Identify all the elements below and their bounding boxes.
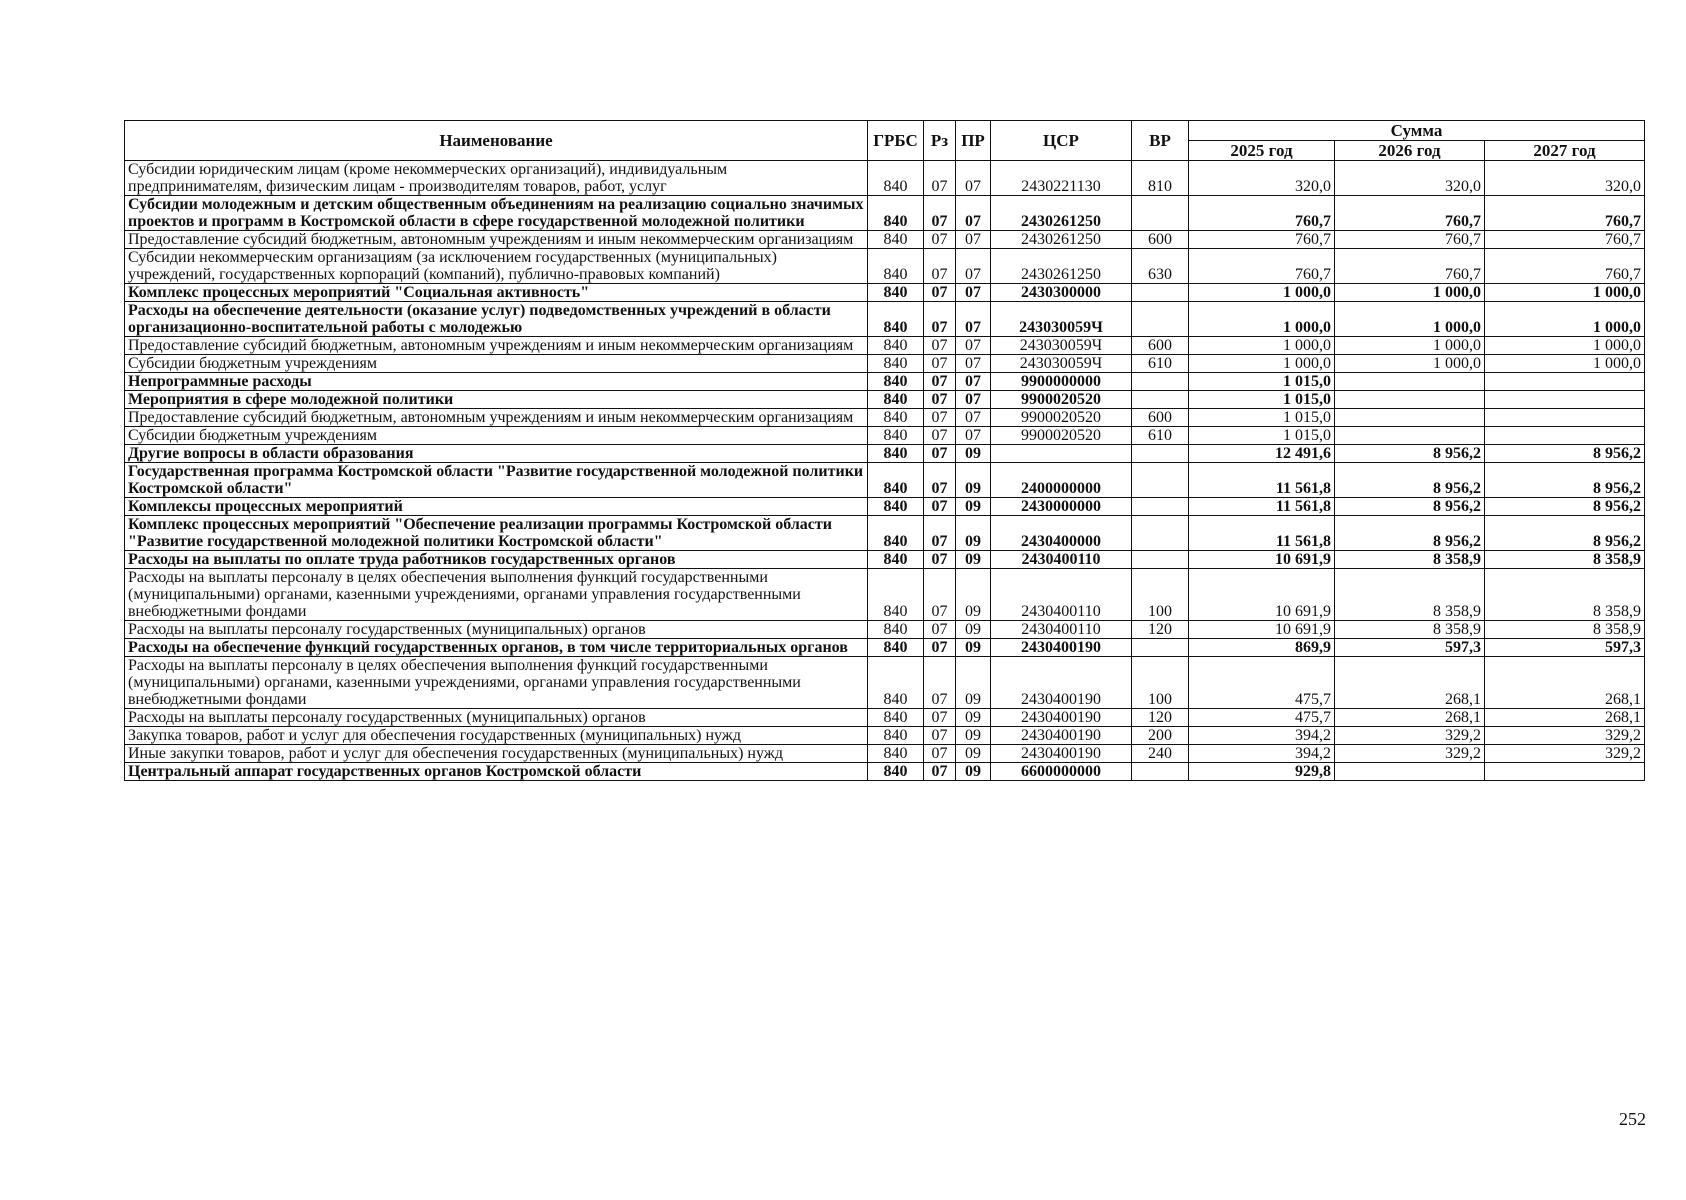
cell-csr [991,445,1132,463]
cell-sum-2027: 1 000,0 [1485,337,1645,355]
cell-sum-2025: 394,2 [1189,745,1335,763]
cell-sum-2026: 8 956,2 [1335,463,1485,498]
cell-rz: 07 [924,463,956,498]
cell-sum-2027: 1 000,0 [1485,302,1645,337]
cell-csr: 2400000000 [991,463,1132,498]
cell-sum-2025: 10 691,9 [1189,621,1335,639]
cell-csr: 243030059Ч [991,337,1132,355]
cell-sum-2027: 320,0 [1485,161,1645,196]
cell-name: Расходы на обеспечение функций государственных органов, в том числе территориальных органов [125,639,868,657]
cell-csr: 9900020520 [991,391,1132,409]
cell-sum-2025: 11 561,8 [1189,498,1335,516]
cell-grbs: 840 [868,409,924,427]
table-row [125,498,1645,516]
cell-csr: 2430000000 [991,498,1132,516]
cell-sum-2025: 1 000,0 [1189,284,1335,302]
page-number: 252 [1619,1109,1646,1129]
cell-pr: 07 [956,427,991,445]
table-row [125,337,1645,355]
cell-sum-2026: 760,7 [1335,249,1485,284]
cell-sum-2026: 8 956,2 [1335,516,1485,551]
cell-csr: 2430261250 [991,196,1132,231]
header-2026: 2026 год [1335,141,1485,161]
cell-csr: 2430261250 [991,249,1132,284]
cell-grbs: 840 [868,161,924,196]
cell-grbs: 840 [868,763,924,781]
table-row [125,763,1645,781]
cell-vr [1132,373,1189,391]
cell-rz: 07 [924,284,956,302]
cell-sum-2027: 329,2 [1485,745,1645,763]
cell-sum-2026 [1335,373,1485,391]
cell-rz: 07 [924,427,956,445]
cell-pr: 09 [956,621,991,639]
cell-pr: 09 [956,516,991,551]
cell-rz: 07 [924,409,956,427]
cell-csr: 2430400190 [991,709,1132,727]
cell-csr: 243030059Ч [991,302,1132,337]
cell-csr: 2430400190 [991,727,1132,745]
cell-sum-2025: 760,7 [1189,249,1335,284]
cell-sum-2025: 1 000,0 [1189,337,1335,355]
table-row [125,409,1645,427]
cell-pr: 07 [956,284,991,302]
cell-csr: 9900020520 [991,427,1132,445]
cell-name: Иные закупки товаров, работ и услуг для обеспечения государственных (муниципальных) нужд [125,745,868,763]
cell-pr: 07 [956,409,991,427]
cell-vr: 200 [1132,727,1189,745]
cell-pr: 07 [956,373,991,391]
cell-sum-2027: 8 358,9 [1485,551,1645,569]
cell-sum-2025: 475,7 [1189,657,1335,709]
table-body [125,161,1645,781]
cell-sum-2025: 1 015,0 [1189,427,1335,445]
cell-sum-2027: 760,7 [1485,249,1645,284]
cell-grbs: 840 [868,302,924,337]
cell-sum-2027 [1485,427,1645,445]
cell-sum-2026: 1 000,0 [1335,337,1485,355]
cell-csr: 243030059Ч [991,355,1132,373]
cell-pr: 07 [956,161,991,196]
cell-pr: 07 [956,302,991,337]
cell-sum-2026: 268,1 [1335,709,1485,727]
cell-vr: 100 [1132,569,1189,621]
cell-rz: 07 [924,161,956,196]
cell-csr: 9900000000 [991,373,1132,391]
cell-csr: 2430221130 [991,161,1132,196]
cell-rz: 07 [924,709,956,727]
cell-sum-2025: 1 000,0 [1189,355,1335,373]
cell-pr: 07 [956,249,991,284]
cell-pr: 09 [956,745,991,763]
budget-table [124,120,1645,781]
cell-sum-2026 [1335,427,1485,445]
cell-grbs: 840 [868,463,924,498]
cell-csr: 2430400190 [991,745,1132,763]
cell-sum-2026: 320,0 [1335,161,1485,196]
table-row [125,551,1645,569]
cell-rz: 07 [924,551,956,569]
cell-sum-2026: 760,7 [1335,196,1485,231]
table-row [125,249,1645,284]
cell-sum-2027: 760,7 [1485,231,1645,249]
cell-sum-2027: 8 956,2 [1485,498,1645,516]
cell-csr: 2430261250 [991,231,1132,249]
cell-vr: 630 [1132,249,1189,284]
cell-pr: 09 [956,569,991,621]
cell-vr: 610 [1132,355,1189,373]
cell-rz: 07 [924,231,956,249]
cell-name: Субсидии молодежным и детским общественным объединениям на реализацию социально значимых проектов и программ в Костромской области в сфере государственной молодежной политики [125,196,868,231]
cell-rz: 07 [924,569,956,621]
header-name: Наименование [125,121,868,161]
cell-sum-2026 [1335,391,1485,409]
cell-vr: 610 [1132,427,1189,445]
table-row [125,727,1645,745]
cell-csr: 2430300000 [991,284,1132,302]
table-row [125,621,1645,639]
table-row [125,516,1645,551]
table-row [125,302,1645,337]
cell-vr [1132,391,1189,409]
cell-vr [1132,516,1189,551]
cell-grbs: 840 [868,551,924,569]
header-pr: ПР [956,121,991,161]
cell-name: Субсидии некоммерческим организациям (за исключением государственных (муниципальных) учреждений, государственных корпораций (компаний), публично-правовых компаний) [125,249,868,284]
cell-name: Расходы на выплаты персоналу государственных (муниципальных) органов [125,709,868,727]
cell-pr: 09 [956,763,991,781]
cell-pr: 09 [956,727,991,745]
cell-sum-2025: 760,7 [1189,231,1335,249]
cell-name: Предоставление субсидий бюджетным, автономным учреждениям и иным некоммерческим организациям [125,409,868,427]
cell-grbs: 840 [868,727,924,745]
cell-csr: 2430400110 [991,551,1132,569]
cell-sum-2026: 1 000,0 [1335,284,1485,302]
cell-sum-2026: 597,3 [1335,639,1485,657]
cell-name: Закупка товаров, работ и услуг для обеспечения государственных (муниципальных) нужд [125,727,868,745]
table-row [125,445,1645,463]
cell-pr: 09 [956,498,991,516]
cell-sum-2025: 11 561,8 [1189,463,1335,498]
cell-sum-2027: 760,7 [1485,196,1645,231]
table-row [125,639,1645,657]
cell-sum-2026: 8 956,2 [1335,498,1485,516]
cell-name: Субсидии юридическим лицам (кроме некоммерческих организаций), индивидуальным предпринимателям, физическим лицам - производителям товаров, работ, услуг [125,161,868,196]
cell-sum-2025: 1 015,0 [1189,409,1335,427]
table-row [125,709,1645,727]
cell-csr: 2430400190 [991,657,1132,709]
cell-vr: 240 [1132,745,1189,763]
cell-grbs: 840 [868,284,924,302]
cell-pr: 09 [956,639,991,657]
cell-vr: 100 [1132,657,1189,709]
cell-csr: 9900020520 [991,409,1132,427]
cell-vr: 600 [1132,231,1189,249]
cell-vr [1132,463,1189,498]
cell-rz: 07 [924,763,956,781]
header-rz: Рз [924,121,956,161]
cell-rz: 07 [924,639,956,657]
cell-sum-2027: 268,1 [1485,709,1645,727]
cell-sum-2027 [1485,373,1645,391]
table-row [125,657,1645,709]
cell-rz: 07 [924,249,956,284]
cell-sum-2025: 10 691,9 [1189,569,1335,621]
cell-vr: 600 [1132,337,1189,355]
cell-grbs: 840 [868,391,924,409]
cell-rz: 07 [924,498,956,516]
cell-grbs: 840 [868,621,924,639]
cell-grbs: 840 [868,427,924,445]
cell-grbs: 840 [868,337,924,355]
cell-pr: 07 [956,355,991,373]
cell-sum-2026: 329,2 [1335,745,1485,763]
cell-sum-2026 [1335,409,1485,427]
cell-sum-2025: 11 561,8 [1189,516,1335,551]
table-row [125,373,1645,391]
cell-sum-2027: 8 358,9 [1485,569,1645,621]
cell-name: Центральный аппарат государственных органов Костромской области [125,763,868,781]
table-header [125,121,1645,161]
table-row [125,196,1645,231]
cell-pr: 07 [956,196,991,231]
header-2025: 2025 год [1189,141,1335,161]
header-csr: ЦСР [991,121,1132,161]
cell-sum-2027: 8 956,2 [1485,445,1645,463]
cell-vr [1132,196,1189,231]
cell-sum-2027: 597,3 [1485,639,1645,657]
cell-grbs: 840 [868,249,924,284]
cell-grbs: 840 [868,445,924,463]
table-row [125,161,1645,196]
cell-vr: 810 [1132,161,1189,196]
cell-rz: 07 [924,516,956,551]
cell-csr: 2430400000 [991,516,1132,551]
cell-sum-2027: 329,2 [1485,727,1645,745]
header-vr: ВР [1132,121,1189,161]
header-sum: Сумма [1189,121,1645,141]
cell-rz: 07 [924,355,956,373]
cell-name: Комплекс процессных мероприятий "Социальная активность" [125,284,868,302]
cell-grbs: 840 [868,498,924,516]
cell-sum-2026: 8 956,2 [1335,445,1485,463]
cell-sum-2025: 12 491,6 [1189,445,1335,463]
cell-rz: 07 [924,302,956,337]
cell-name: Комплексы процессных мероприятий [125,498,868,516]
cell-sum-2026 [1335,763,1485,781]
cell-grbs: 840 [868,709,924,727]
cell-sum-2025: 760,7 [1189,196,1335,231]
cell-sum-2025: 394,2 [1189,727,1335,745]
cell-sum-2027 [1485,763,1645,781]
cell-name: Комплекс процессных мероприятий "Обеспечение реализации программы Костромской области "Развитие государственной молодежной политики Костромской области" [125,516,868,551]
cell-sum-2027 [1485,409,1645,427]
cell-grbs: 840 [868,657,924,709]
cell-pr: 09 [956,551,991,569]
table-row [125,355,1645,373]
cell-sum-2027: 268,1 [1485,657,1645,709]
cell-grbs: 840 [868,569,924,621]
table-row [125,284,1645,302]
cell-vr: 600 [1132,409,1189,427]
cell-name: Мероприятия в сфере молодежной политики [125,391,868,409]
cell-vr: 120 [1132,709,1189,727]
cell-sum-2025: 869,9 [1189,639,1335,657]
cell-vr [1132,284,1189,302]
cell-pr: 09 [956,657,991,709]
cell-name: Расходы на обеспечение деятельности (оказание услуг) подведомственных учреждений в области организационно-воспитательной работы с молодежью [125,302,868,337]
cell-name: Расходы на выплаты по оплате труда работников государственных органов [125,551,868,569]
table-row [125,745,1645,763]
cell-sum-2026: 8 358,9 [1335,569,1485,621]
cell-sum-2027: 8 358,9 [1485,621,1645,639]
cell-sum-2027: 1 000,0 [1485,355,1645,373]
cell-sum-2026: 329,2 [1335,727,1485,745]
cell-grbs: 840 [868,639,924,657]
cell-vr [1132,302,1189,337]
cell-vr: 120 [1132,621,1189,639]
cell-pr: 09 [956,445,991,463]
cell-sum-2026: 268,1 [1335,657,1485,709]
cell-rz: 07 [924,745,956,763]
table-row [125,391,1645,409]
cell-name: Предоставление субсидий бюджетным, автономным учреждениям и иным некоммерческим организациям [125,231,868,249]
header-grbs: ГРБС [868,121,924,161]
cell-sum-2026: 760,7 [1335,231,1485,249]
cell-name: Расходы на выплаты персоналу в целях обеспечения выполнения функций государственными (муниципальными) органами, казенными учреждениями, органами управления государственными внебюджетными фондами [125,569,868,621]
cell-sum-2027: 8 956,2 [1485,463,1645,498]
cell-csr: 2430400110 [991,569,1132,621]
cell-vr [1132,763,1189,781]
cell-sum-2026: 8 358,9 [1335,621,1485,639]
cell-csr: 6600000000 [991,763,1132,781]
cell-vr [1132,445,1189,463]
cell-rz: 07 [924,391,956,409]
cell-pr: 07 [956,231,991,249]
cell-grbs: 840 [868,231,924,249]
cell-grbs: 840 [868,373,924,391]
cell-name: Предоставление субсидий бюджетным, автономным учреждениям и иным некоммерческим организациям [125,337,868,355]
cell-pr: 07 [956,337,991,355]
cell-sum-2025: 1 015,0 [1189,373,1335,391]
cell-sum-2025: 1 015,0 [1189,391,1335,409]
cell-grbs: 840 [868,516,924,551]
cell-vr [1132,551,1189,569]
cell-sum-2026: 1 000,0 [1335,355,1485,373]
cell-sum-2025: 929,8 [1189,763,1335,781]
cell-grbs: 840 [868,196,924,231]
table-row [125,569,1645,621]
cell-csr: 2430400110 [991,621,1132,639]
cell-name: Расходы на выплаты персоналу государственных (муниципальных) органов [125,621,868,639]
cell-grbs: 840 [868,355,924,373]
cell-rz: 07 [924,727,956,745]
cell-rz: 07 [924,196,956,231]
cell-sum-2025: 1 000,0 [1189,302,1335,337]
cell-name: Государственная программа Костромской области "Развитие государственной молодежной политики Костромской области" [125,463,868,498]
cell-sum-2026: 1 000,0 [1335,302,1485,337]
cell-rz: 07 [924,621,956,639]
cell-sum-2027 [1485,391,1645,409]
cell-name: Другие вопросы в области образования [125,445,868,463]
cell-name: Субсидии бюджетным учреждениям [125,355,868,373]
table-row [125,231,1645,249]
cell-sum-2027: 1 000,0 [1485,284,1645,302]
cell-vr [1132,498,1189,516]
header-2027: 2027 год [1485,141,1645,161]
cell-csr: 2430400190 [991,639,1132,657]
cell-name: Непрограммные расходы [125,373,868,391]
cell-pr: 09 [956,463,991,498]
cell-name: Субсидии бюджетным учреждениям [125,427,868,445]
cell-pr: 09 [956,709,991,727]
cell-vr [1132,639,1189,657]
table-row [125,427,1645,445]
cell-grbs: 840 [868,745,924,763]
cell-pr: 07 [956,391,991,409]
cell-rz: 07 [924,373,956,391]
cell-rz: 07 [924,337,956,355]
cell-sum-2027: 8 956,2 [1485,516,1645,551]
cell-sum-2025: 10 691,9 [1189,551,1335,569]
cell-rz: 07 [924,445,956,463]
cell-sum-2026: 8 358,9 [1335,551,1485,569]
cell-sum-2025: 320,0 [1189,161,1335,196]
table-row [125,463,1645,498]
cell-sum-2025: 475,7 [1189,709,1335,727]
cell-rz: 07 [924,657,956,709]
cell-name: Расходы на выплаты персоналу в целях обеспечения выполнения функций государственными (муниципальными) органами, казенными учреждениями, органами управления государственными внебюджетными фондами [125,657,868,709]
